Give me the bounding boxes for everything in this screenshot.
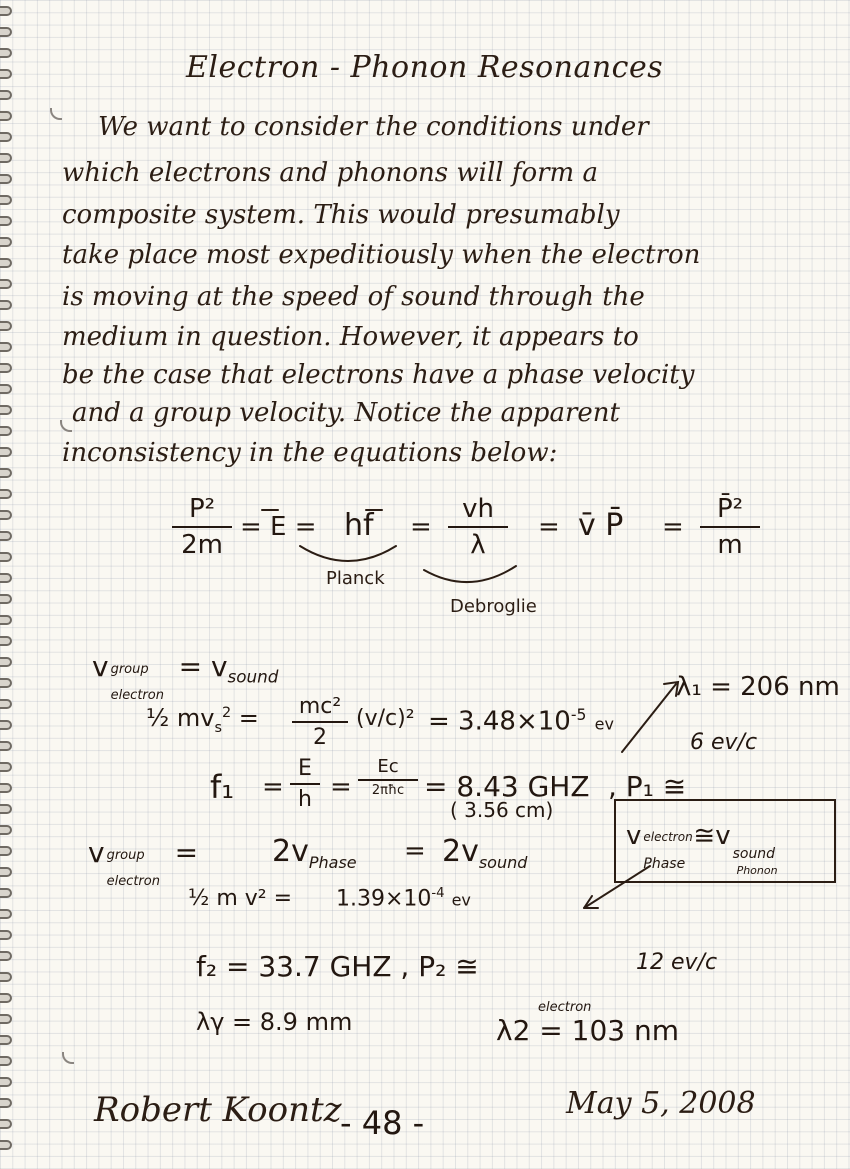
- superscript-2: 2: [221, 705, 232, 721]
- result-value: = 3.48×10: [428, 706, 571, 737]
- numerator: vh: [462, 494, 494, 524]
- two-v: 2v: [442, 834, 479, 869]
- p1-value: 6 ev/c: [690, 730, 758, 755]
- subscript-phase: Phase: [643, 856, 686, 872]
- term-vp: v̄ P̄: [578, 508, 624, 543]
- planck-underbrace: [300, 546, 396, 561]
- subscript-s: s: [214, 719, 222, 736]
- p1-symbol: , P₁ ≅: [608, 770, 687, 803]
- lambda1-value: λ₁ = 206 nm: [676, 672, 840, 702]
- paragraph-line: inconsistency in the equations below:: [62, 438, 558, 468]
- equals-sign: =: [330, 772, 352, 802]
- unit: ev: [451, 890, 471, 910]
- equals-sign: =: [538, 512, 560, 542]
- equals-sign: =: [410, 512, 432, 542]
- numerator: P²: [188, 494, 216, 524]
- paragraph-line: medium in question. However, it appears to: [62, 322, 639, 352]
- exponent: -4: [431, 886, 445, 901]
- exponent: -5: [570, 706, 587, 724]
- velocity-symbol: v: [92, 650, 109, 683]
- subscript-phase: Phase: [308, 853, 357, 872]
- velocity-ratio: (v/c)²: [356, 706, 415, 731]
- subscript-sound: sound: [732, 846, 776, 862]
- velocity-symbol: v: [715, 821, 731, 851]
- f1-result: = 8.43 GHZ: [424, 770, 590, 803]
- paragraph-line: is moving at the speed of sound through the: [62, 282, 645, 312]
- arrow-to-box-head: [584, 896, 598, 908]
- date: May 5, 2008: [566, 1086, 756, 1121]
- page-title: Electron - Phonon Resonances: [186, 50, 664, 85]
- lambda-gamma: λγ = 8.9 mm: [196, 1008, 353, 1036]
- arrow-to-lambda1: [622, 684, 676, 752]
- denominator: 2: [313, 725, 327, 750]
- page-number: - 48 -: [340, 1104, 425, 1142]
- subscript-electron: electron: [110, 688, 164, 703]
- signature: Robert Koontz: [94, 1090, 342, 1130]
- result-value: 1.39×10: [336, 886, 432, 912]
- equals-sign: =: [662, 512, 684, 542]
- equals-sign: =: [273, 886, 293, 911]
- denominator: h: [298, 787, 312, 812]
- numerator: E: [298, 756, 312, 781]
- f2-line: f₂ = 33.7 GHZ , P₂ ≅: [196, 950, 479, 983]
- paragraph-line: take place most expeditiously when the electron: [62, 240, 701, 270]
- paragraph-line: We want to consider the conditions under: [98, 112, 649, 142]
- numerator: mc²: [298, 694, 342, 719]
- superscript-group: group: [106, 848, 145, 863]
- unit: ev: [594, 714, 614, 734]
- f1-wavelength: ( 3.56 cm): [450, 798, 554, 822]
- paragraph-line: and a group velocity. Notice the apparent: [72, 398, 620, 428]
- denominator: m: [717, 530, 743, 560]
- approx-sign: ≅: [693, 821, 716, 851]
- equals-sign: =: [262, 772, 284, 802]
- equals-sign: =: [404, 836, 426, 866]
- equals-v: = v: [178, 650, 228, 683]
- superscript-group: group: [110, 662, 149, 677]
- velocity-symbol: v: [88, 836, 105, 869]
- denominator: λ: [470, 530, 486, 560]
- debroglie-label: Debroglie: [450, 596, 537, 617]
- subscript-sound: sound: [227, 666, 279, 687]
- denominator: 2πħc: [371, 783, 405, 798]
- lambda2-superscript: electron: [538, 1000, 592, 1015]
- half-mv2: ½ m v²: [188, 886, 267, 911]
- velocity-symbol: v: [626, 821, 642, 851]
- denominator: 2m: [181, 530, 223, 560]
- lambda2-value: λ2 = 103 nm: [496, 1014, 680, 1047]
- paragraph-line: which electrons and phonons will form a: [62, 158, 598, 188]
- half-mv: ½ mv: [146, 704, 215, 732]
- numerator: P̄²: [716, 494, 744, 524]
- arrow-to-box: [584, 866, 650, 908]
- equals-sign: =: [174, 836, 199, 869]
- superscript-electron: electron: [643, 830, 693, 844]
- paragraph-line: be the case that electrons have a phase velocity: [62, 360, 695, 390]
- two-v: 2v: [272, 834, 309, 869]
- planck-label: Planck: [326, 568, 385, 589]
- subscript-sound: sound: [478, 853, 528, 872]
- term-hf: hf: [344, 508, 374, 543]
- subscript-phonon: Phonon: [736, 864, 778, 877]
- equals-sign: =: [238, 704, 259, 732]
- f1-symbol: f₁: [210, 768, 235, 806]
- subscript-electron: electron: [106, 874, 160, 889]
- paragraph-line: composite system. This would presumably: [62, 200, 620, 230]
- equals-energy: = E =: [240, 512, 317, 542]
- debroglie-underbrace: [424, 566, 516, 582]
- numerator: Ec: [377, 756, 399, 777]
- p2-value: 12 ev/c: [636, 950, 718, 975]
